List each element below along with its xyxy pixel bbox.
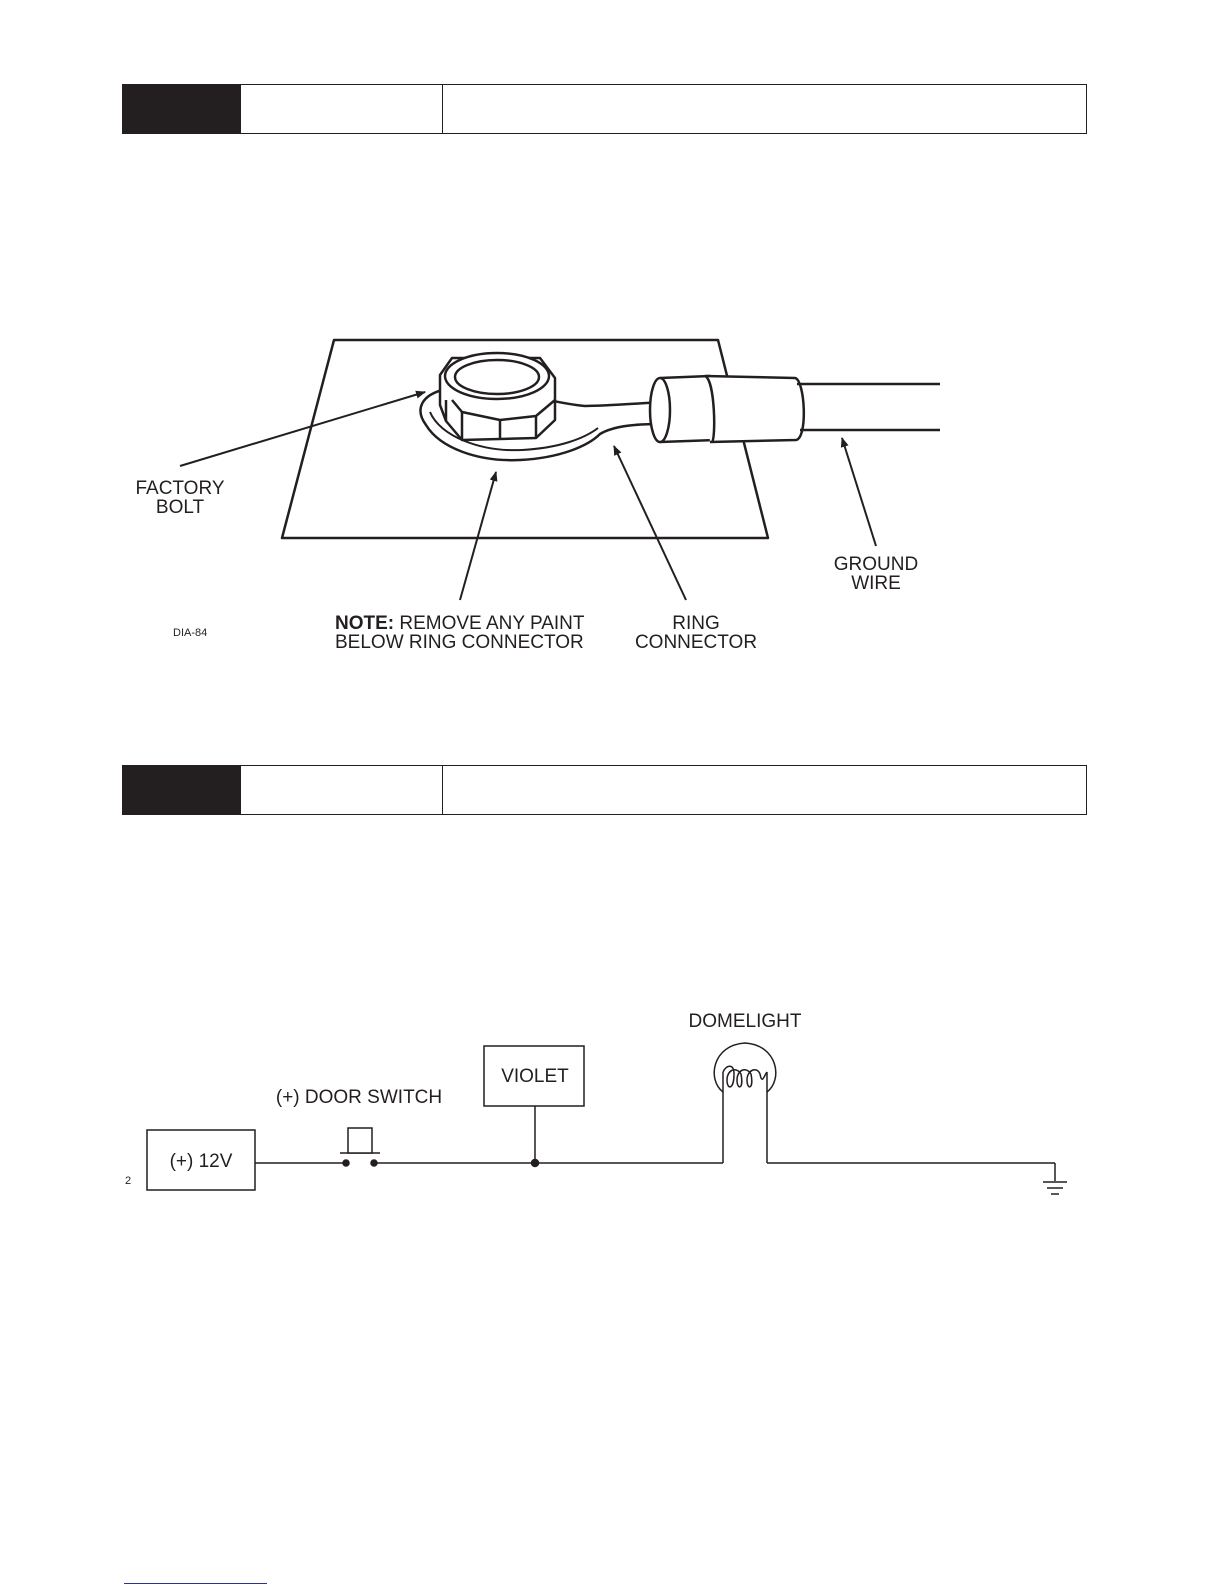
paint-note-line-1 — [335, 613, 585, 634]
domelight-label: DOMELIGHT — [688, 1011, 802, 1032]
door-switch-symbol — [340, 1128, 380, 1166]
diagram-id-label: DIA-84 — [173, 627, 208, 639]
paint-note-line-2: BELOW RING CONNECTOR — [335, 632, 584, 653]
paint-note-bold: NOTE: — [335, 613, 395, 634]
factory-bolt-label-2: BOLT — [155, 497, 205, 518]
power-label: (+) 12V — [169, 1151, 233, 1172]
ground-connection-diagram — [180, 340, 940, 600]
domelight-bulb-symbol — [714, 1043, 776, 1163]
ring-connector-label-2: CONNECTOR — [634, 632, 758, 653]
factory-bolt-shape — [440, 353, 555, 440]
paint-note-text: REMOVE ANY PAINT — [394, 613, 585, 634]
door-switch-label: (+) DOOR SWITCH — [275, 1087, 443, 1108]
ground-wire-label-1: GROUND — [833, 554, 919, 575]
ground-wire-shape — [650, 376, 940, 442]
ground-wire-label-2: WIRE — [851, 573, 901, 594]
domelight-wiring-diagram — [147, 1043, 1067, 1194]
ground-wire-arrow — [842, 438, 876, 546]
ring-connector-label-1: RING — [672, 613, 720, 634]
page-number: 2 — [125, 1175, 132, 1187]
factory-bolt-label-1: FACTORY — [135, 478, 225, 499]
violet-label: VIOLET — [501, 1066, 569, 1087]
ground-symbol — [1043, 1182, 1067, 1194]
